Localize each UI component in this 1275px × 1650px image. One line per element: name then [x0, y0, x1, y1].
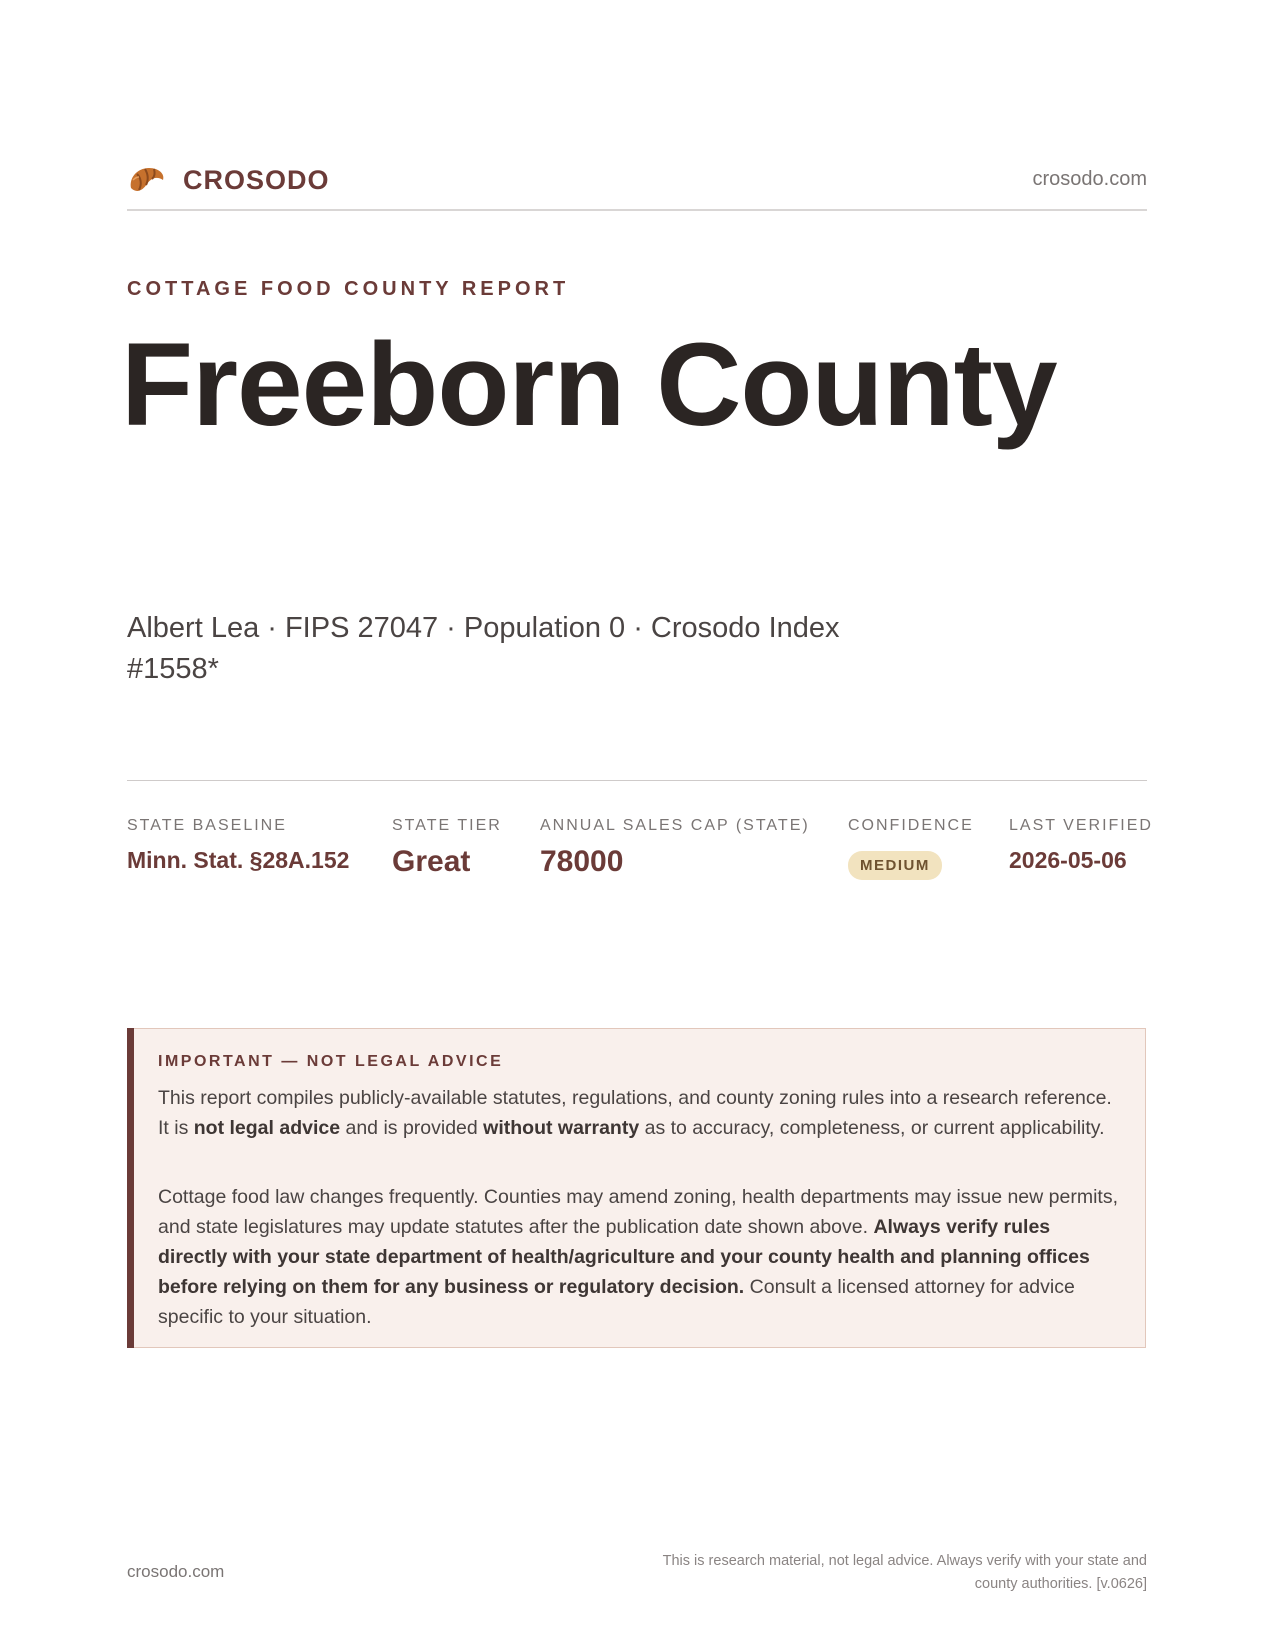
confidence-badge: MEDIUM [848, 851, 942, 880]
page-header [127, 158, 1147, 208]
notice-text: and is provided [340, 1117, 484, 1139]
notice-text: as to accuracy, completeness, or current applicability. [639, 1117, 1105, 1139]
brand-name: CROSODO [183, 164, 330, 195]
report-subtitle: Albert Lea · FIPS 27047 · Population 0 · Crosodo Index #1558* [127, 612, 840, 685]
stat-value: Great [392, 845, 471, 878]
notice-text: Cottage food law changes frequently. Counties may amend zoning, health departments may issue new permits, and state legislatures may update statutes after the publication date shown above. [158, 1186, 1118, 1238]
notice-paragraph-1 [158, 1083, 1118, 1143]
legal-notice [127, 1028, 1146, 1348]
stat-label: LAST VERIFIED [1009, 817, 1153, 834]
stat-state-baseline [127, 817, 349, 874]
stat-value: 78000 [540, 845, 624, 878]
stats-divider [127, 780, 1147, 781]
stat-confidence [848, 817, 974, 880]
site-url[interactable]: crosodo.com [1032, 168, 1147, 190]
brand-logo[interactable] [127, 160, 330, 200]
stat-label: ANNUAL SALES CAP (STATE) [540, 817, 810, 834]
stat-sales-cap [540, 817, 810, 879]
stat-label: CONFIDENCE [848, 817, 974, 834]
report-page [121, 0, 1153, 1650]
notice-accent-bar [127, 1028, 134, 1348]
notice-emphasis: without warranty [483, 1117, 640, 1139]
header-divider [127, 209, 1147, 211]
notice-emphasis: not legal advice [193, 1117, 341, 1139]
stat-value: 2026-05-06 [1009, 847, 1127, 873]
notice-text: This report compiles publicly-available statutes, regulations, and county zoning rules into a research reference. It is [158, 1087, 1112, 1139]
stat-value: Minn. Stat. §28A.152 [127, 847, 350, 873]
notice-title: IMPORTANT — NOT LEGAL ADVICE [158, 1053, 504, 1070]
report-eyebrow: COTTAGE FOOD COUNTY REPORT [127, 278, 570, 300]
notice-text: Consult a licensed attorney for advice specific to your situation. [158, 1276, 1075, 1328]
footer-site-url[interactable]: crosodo.com [127, 1562, 225, 1581]
stat-label: STATE TIER [392, 817, 502, 834]
croissant-icon [127, 160, 167, 200]
notice-paragraph-2 [158, 1182, 1118, 1332]
stat-label: STATE BASELINE [127, 817, 287, 834]
stat-state-tier [392, 817, 502, 879]
page-title: Freeborn County [121, 319, 1057, 451]
footer-disclaimer: This is research material, not legal advice. Always verify with your state and county authorities. [v.0626] [662, 1553, 1147, 1592]
stat-last-verified [1009, 817, 1153, 874]
notice-emphasis: Always verify rules directly with your state department of health/agriculture and your county health and planning offices before relying on them for any business or regulatory decision. [158, 1216, 1090, 1298]
